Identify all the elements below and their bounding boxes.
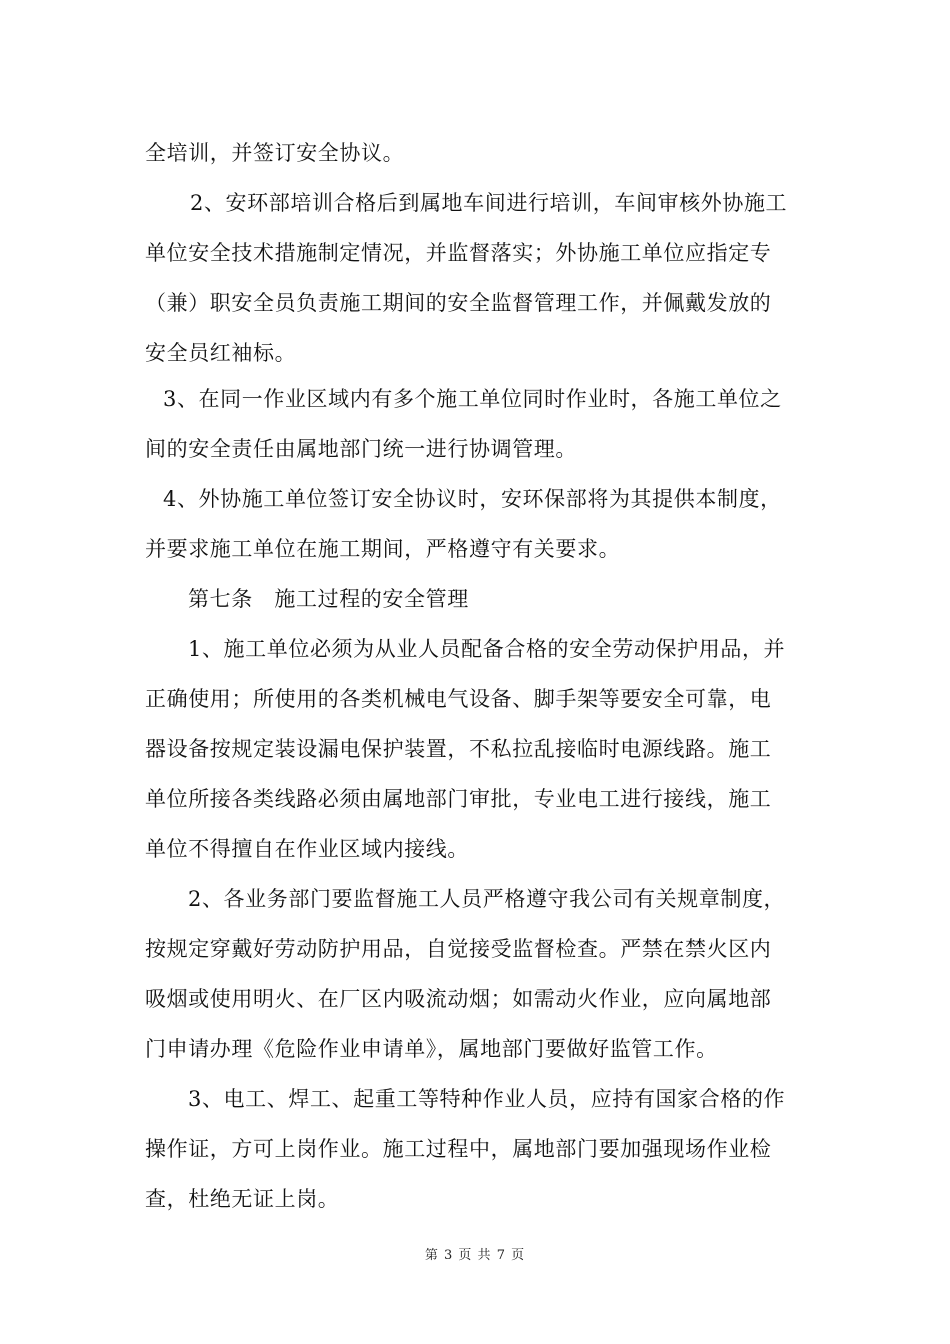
body-text-line: 门申请办理《危险作业申请单》，属地部门要做好监管工作。 bbox=[145, 1037, 718, 1061]
body-text-line: 安全员红袖标。 bbox=[145, 341, 297, 365]
body-text-line: 器设备按规定装设漏电保护装置，不私拉乱接临时电源线路。施工 bbox=[145, 737, 772, 761]
body-text-line: 3、电工、焊工、起重工等特种作业人员，应持有国家合格的作 bbox=[188, 1087, 786, 1111]
body-text-line: 4、外协施工单位签订安全协议时，安环保部将为其提供本制度， bbox=[163, 487, 782, 511]
body-text-line: 查，杜绝无证上岗。 bbox=[145, 1187, 340, 1211]
body-text-line: 2、安环部培训合格后到属地车间进行培训，车间审核外协施工 bbox=[190, 191, 788, 215]
body-text-line: （兼）职安全员负责施工期间的安全监督管理工作，并佩戴发放的 bbox=[145, 291, 772, 315]
body-text-line: 1、施工单位必须为从业人员配备合格的安全劳动保护用品，并 bbox=[188, 637, 786, 661]
body-text-line: 并要求施工单位在施工期间，严格遵守有关要求。 bbox=[145, 537, 621, 561]
body-text-line: 2、各业务部门要监督施工人员严格遵守我公司有关规章制度， bbox=[188, 887, 786, 911]
body-text-line: 吸烟或使用明火、在厂区内吸流动烟；如需动火作业，应向属地部 bbox=[145, 987, 772, 1011]
body-text-line: 单位所接各类线路必须由属地部门审批，专业电工进行接线，施工 bbox=[145, 787, 772, 811]
body-text-line: 间的安全责任由属地部门统一进行协调管理。 bbox=[145, 437, 577, 461]
body-text-line: 按规定穿戴好劳动防护用品，自觉接受监督检查。严禁在禁火区内 bbox=[145, 937, 772, 961]
body-text-line: 操作证，方可上岗作业。施工过程中，属地部门要加强现场作业检 bbox=[145, 1137, 772, 1161]
section-heading: 第七条 施工过程的安全管理 bbox=[188, 587, 469, 611]
body-text-line: 单位安全技术措施制定情况，并监督落实；外协施工单位应指定专 bbox=[145, 241, 772, 265]
body-text-line: 3、在同一作业区域内有多个施工单位同时作业时，各施工单位之 bbox=[163, 387, 782, 411]
page-number-footer: 第 3 页 共 7 页 bbox=[424, 1248, 526, 1263]
body-text-line: 全培训，并签订安全协议。 bbox=[145, 141, 405, 165]
body-text-line: 正确使用；所使用的各类机械电气设备、脚手架等要安全可靠，电 bbox=[145, 687, 772, 711]
body-text-line: 单位不得擅自在作业区域内接线。 bbox=[145, 837, 469, 861]
